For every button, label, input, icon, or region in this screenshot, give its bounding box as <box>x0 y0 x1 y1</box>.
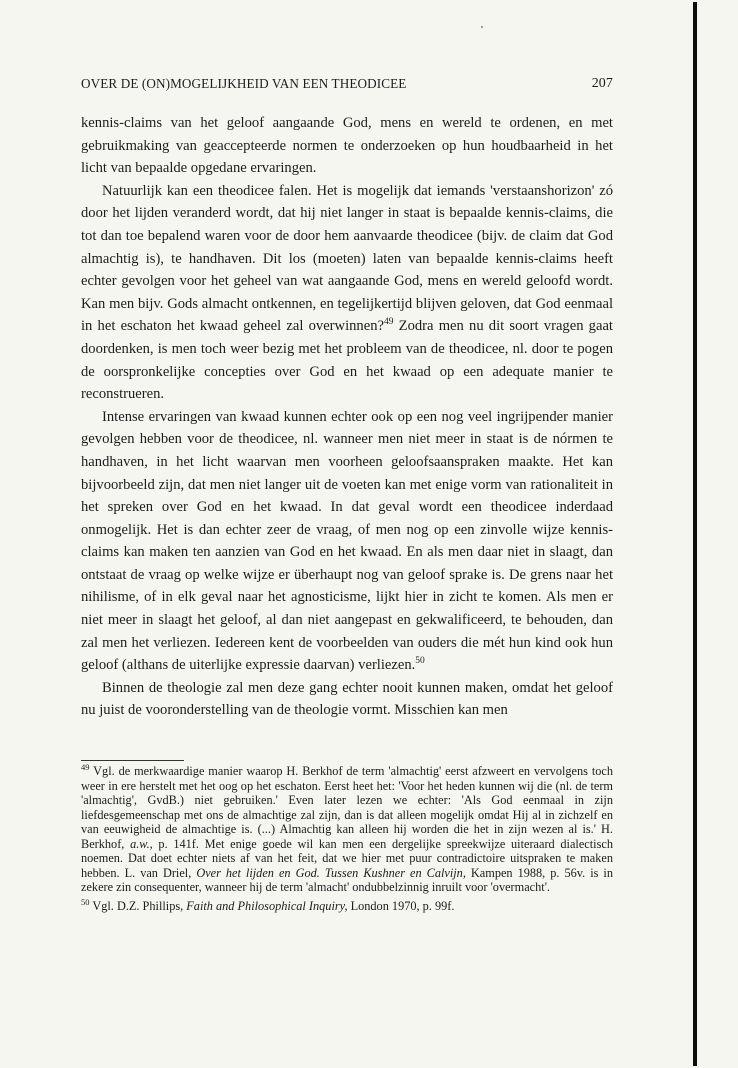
page-number: 207 <box>591 76 613 91</box>
paragraph-1: kennis-claims van het geloof aangaande God, mens en wereld te ordenen, en met gebruikmaking van geaccepteerde normen te onderzoeken op hun houdbaarheid in het licht van bepaalde opgedane ervaringen. <box>81 115 613 177</box>
footnote-50-text-a: Vgl. D.Z. Phillips, <box>89 898 187 913</box>
footnote-49-text-c: Kampen 1988, p. 56v. is in zekere zin consequenter, wanneer hij de term 'almacht' ondubbelzinnig inruilt voor 'overmacht'. <box>81 865 613 894</box>
paragraph-4: Binnen de theologie zal men deze gang echter nooit kunnen maken, omdat het geloof nu juist de vooronderstelling van de theologie vormt. Misschien kan men <box>81 679 613 719</box>
footnote-49 <box>81 764 613 895</box>
footnote-divider <box>81 760 184 761</box>
footnote-50-text-b: London 1970, p. 99f. <box>347 898 455 913</box>
paragraph-2-text-a: Natuurlijk kan een theodicee falen. Het is mogelijk dat iemands 'verstaanshorizon' zó door het lijden veranderd wordt, dat hij niet langer in staat is bepaalde kennis-claims, die tot dan toe bepalend waren voor de door hem aanvaarde theodicee (bijv. de claim dat God almachtig is), te handhaven. Dit los (moeten) laten van bepaalde kennis-claims heeft echter gevolgen voor het geheel van wat aangaande God, mens en wereld geloofd wordt. Kan men bijv. Gods almacht ontkennen, en tegelijkertijd blijven geloven, dat God eenmaal in het eschaton het kwaad geheel zal overwinnen? <box>81 182 613 335</box>
paragraph-2-text-b: Zodra men nu dit soort vragen gaat doordenken, is men toch weer bezig met het probleem van de theodicee, nl. door te pogen de oorspronkelijke concepties over God en het kwaad op een adequate manier te reconstrueren. <box>81 318 613 403</box>
footnotes <box>81 764 613 913</box>
footnote-50-number: 50 <box>81 896 90 907</box>
paragraph-2 <box>81 180 613 406</box>
footnote-49-text-b: , p. 141f. Met enige goede wil kan men een dergelijke spreekwijze uiteraard dialectisch noemen. Dat doet echter niets af van het feit, dat we hier met puur contradictoire uitspraken te maken hebben. L. van Driel, <box>81 836 613 880</box>
running-header <box>81 76 613 96</box>
footnote-49-italic-1: a.w. <box>130 836 150 851</box>
footnote-49-italic-2: Over het lijden en God. Tussen Kushner en Calvijn, <box>196 865 466 880</box>
footnote-ref-49: 49 <box>383 317 394 328</box>
running-title: OVER DE (ON)MOGELIJKHEID VAN EEN THEODICEE <box>81 76 407 91</box>
footnote-ref-50: 50 <box>415 656 425 667</box>
body-text <box>81 112 613 722</box>
scan-speck <box>481 26 483 28</box>
footnote-50-italic: Faith and Philosophical Inquiry, <box>186 898 348 913</box>
paragraph-3-text: Intense ervaringen van kwaad kunnen echter ook op een nog veel ingrijpender manier gevolgen hebben voor de theodicee, nl. wanneer men niet meer in staat is de nórmen te handhaven, in het licht waarvan men voorheen geloofsaanspraken maakte. Het kan bijvoorbeeld zijn, dat men niet langer uit de voeten kan met enige vorm van rationaliteit in het spreken over God en het kwaad. In dat geval wordt een theodicee inderdaad onmogelijk. Het is dan echter zeer de vraag, of men nog op een zinvolle wijze kennis-claims kan maken ten aanzien van God en het kwaad. En als men daar niet in slaagt, dan ontstaat de vraag op welke wijze er überhaupt nog van geloof sprake is. De grens naar het nihilisme, of in elk geval naar het agnosticisme, lijkt hier in zicht te komen. Als men er niet meer in slaagt het geloof, al dan niet aangepast en gekwalificeerd, te behouden, dan zal men het verliezen. Iedereen kent de voorbeelden van ouders die mét hun kind ook hun geloof (althans de uiterlijke expressie daarvan) verliezen. <box>81 408 613 674</box>
footnote-50 <box>81 896 613 914</box>
footnote-49-text-a: Vgl. de merkwaardige manier waarop H. Berkhof de term 'almachtig' eerst afzweert en vervolgens toch weer in ere herstelt met het oog op het eschaton. Eerst heet het: 'Voor het heden kunnen wij die (nl. de term 'almachtig', GvdB.) niet gebruiken.' Even later lezen we echter: 'Als God eenmaal in zijn liefdesgemeenschap met ons de almachtige zal zijn, dan is dat alleen mogelijk omdat Hij al in zichzelf en van eeuwigheid de almachtige is. (...) Almachtig kan alleen hij worden die het in zijn wezen al is.' H. Berkhof, <box>81 764 613 851</box>
footnote-49-number: 49 <box>81 762 90 772</box>
scan-edge-rule <box>693 2 697 1066</box>
paragraph-3 <box>81 406 613 677</box>
